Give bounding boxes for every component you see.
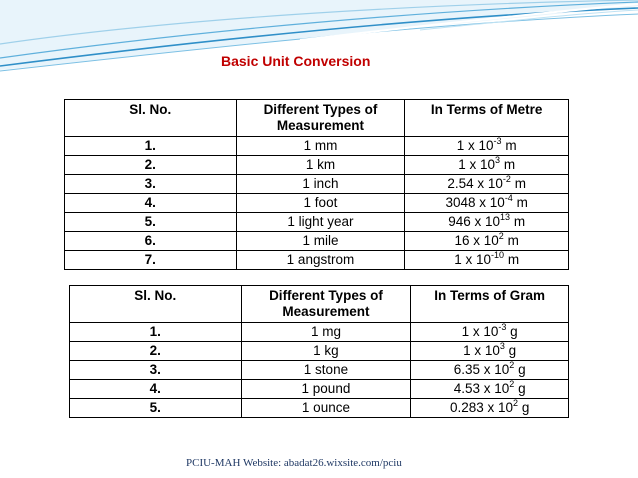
value-unit: m	[500, 157, 516, 172]
value-exponent: -2	[502, 173, 511, 184]
row-measurement-type: 1 kg	[241, 342, 411, 361]
slide-title: Basic Unit Conversion	[221, 53, 371, 69]
value-unit: m	[510, 214, 526, 229]
row-serial-number: 5.	[70, 399, 242, 418]
row-serial-number: 2.	[65, 156, 237, 175]
row-conversion-value	[405, 251, 569, 270]
row-conversion-value	[405, 156, 569, 175]
row-conversion-value	[405, 175, 569, 194]
row-serial-number: 4.	[65, 194, 237, 213]
table-header-row	[70, 286, 569, 323]
table-header-row	[65, 100, 569, 137]
value-unit: m	[501, 138, 517, 153]
value-base: 16 x 10	[454, 233, 499, 248]
value-base: 1 x 10	[463, 343, 500, 358]
row-serial-number: 5.	[65, 213, 237, 232]
row-conversion-value	[411, 399, 569, 418]
metre-conversion-table	[64, 99, 569, 270]
value-exponent: 2	[513, 397, 519, 408]
value-exponent: -4	[504, 192, 513, 203]
row-conversion-value	[411, 361, 569, 380]
row-measurement-type: 1 km	[236, 156, 405, 175]
value-exponent: -10	[491, 249, 505, 260]
table-row	[70, 323, 569, 342]
value-unit: m	[512, 195, 528, 210]
row-serial-number: 1.	[70, 323, 242, 342]
row-measurement-type: 1 inch	[236, 175, 405, 194]
value-base: 1 x 10	[456, 138, 494, 153]
header-measurement-type: Different Types of Measurement	[236, 100, 405, 137]
row-serial-number: 7.	[65, 251, 237, 270]
table-row	[65, 175, 569, 194]
value-unit: g	[514, 362, 526, 377]
value-base: 1 x 10	[454, 252, 492, 267]
row-serial-number: 2.	[70, 342, 242, 361]
row-measurement-type: 1 angstrom	[236, 251, 405, 270]
table-row	[65, 194, 569, 213]
value-base: 4.53 x 10	[453, 381, 510, 396]
value-exponent: -3	[498, 321, 507, 332]
value-exponent: 2	[509, 359, 515, 370]
table-row	[65, 156, 569, 175]
row-conversion-value	[411, 323, 569, 342]
row-measurement-type: 1 mile	[236, 232, 405, 251]
value-exponent: 2	[498, 230, 504, 241]
table-row	[65, 232, 569, 251]
header-sl-no: Sl. No.	[65, 100, 237, 137]
row-measurement-type: 1 foot	[236, 194, 405, 213]
value-exponent: -3	[493, 135, 502, 146]
value-base: 1 x 10	[461, 324, 499, 339]
value-base: 946 x 10	[448, 214, 501, 229]
gram-conversion-table	[69, 285, 569, 418]
row-measurement-type: 1 light year	[236, 213, 405, 232]
row-serial-number: 6.	[65, 232, 237, 251]
header-in-terms-of-metre: In Terms of Metre	[405, 100, 569, 137]
header-measurement-type: Different Types of Measurement	[241, 286, 411, 323]
row-measurement-type: 1 ounce	[241, 399, 411, 418]
row-conversion-value	[411, 342, 569, 361]
value-base: 6.35 x 10	[453, 362, 510, 377]
gram-table-body	[70, 323, 569, 418]
value-unit: g	[514, 381, 526, 396]
value-base: 3048 x 10	[445, 195, 505, 210]
row-conversion-value	[405, 213, 569, 232]
row-serial-number: 4.	[70, 380, 242, 399]
metre-table-body	[65, 137, 569, 270]
value-unit: m	[510, 176, 526, 191]
value-unit: g	[506, 324, 518, 339]
row-serial-number: 3.	[65, 175, 237, 194]
table-row	[70, 342, 569, 361]
row-serial-number: 1.	[65, 137, 237, 156]
value-exponent: 13	[500, 211, 511, 222]
value-exponent: 3	[499, 340, 505, 351]
value-exponent: 3	[495, 154, 501, 165]
table-row	[65, 251, 569, 270]
table-row	[65, 137, 569, 156]
row-measurement-type: 1 stone	[241, 361, 411, 380]
row-conversion-value	[405, 137, 569, 156]
table-row	[70, 380, 569, 399]
value-unit: m	[504, 252, 520, 267]
value-unit: g	[518, 400, 530, 415]
table-row	[70, 361, 569, 380]
table-row	[70, 399, 569, 418]
value-base: 0.283 x 10	[449, 400, 514, 415]
table-row	[65, 213, 569, 232]
value-unit: m	[503, 233, 519, 248]
row-measurement-type: 1 mm	[236, 137, 405, 156]
row-conversion-value	[405, 232, 569, 251]
row-conversion-value	[411, 380, 569, 399]
header-sl-no: Sl. No.	[70, 286, 242, 323]
value-base: 1 x 10	[458, 157, 496, 172]
value-exponent: 2	[509, 378, 515, 389]
footer-website: PCIU-MAH Website: abadat26.wixsite.com/pciu	[186, 457, 402, 469]
row-conversion-value	[405, 194, 569, 213]
row-measurement-type: 1 pound	[241, 380, 411, 399]
header-in-terms-of-gram: In Terms of Gram	[411, 286, 569, 323]
value-unit: g	[504, 343, 517, 358]
row-measurement-type: 1 mg	[241, 323, 411, 342]
value-base: 2.54 x 10	[447, 176, 503, 191]
row-serial-number: 3.	[70, 361, 242, 380]
